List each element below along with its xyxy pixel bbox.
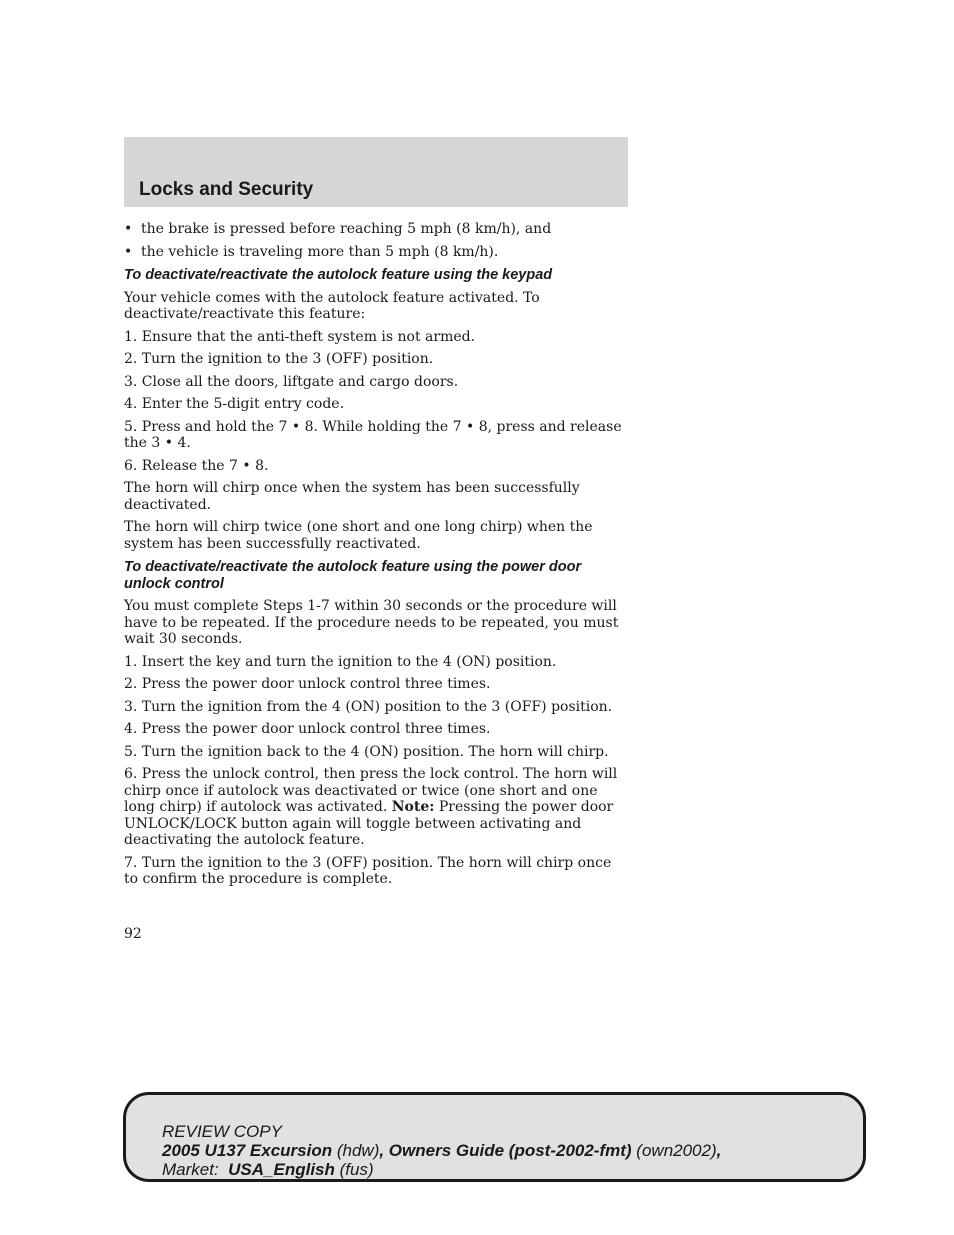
- review-copy-footer: [123, 1092, 866, 1182]
- bullet-icon: •: [124, 243, 133, 260]
- keypad-step: 3. Close all the doors, liftgate and cargo doors.: [124, 373, 459, 390]
- bullet-text: the brake is pressed before reaching 5 mph (8 km/h), and: [141, 221, 552, 237]
- keypad-step: 2. Turn the ignition to the 3 (OFF) position.: [124, 351, 434, 367]
- step-6-text: 6. Press the unlock control, then press the lock control. The horn will chirp once if autolock was deactivated or twice (one short and one long chirp) if autolock was activated.: [124, 766, 618, 815]
- keypad-step: 1. Ensure that the anti-theft system is not armed.: [124, 328, 476, 345]
- keypad-step: 6. Release the 7 • 8.: [124, 457, 269, 474]
- power-door-step: 2. Press the power door unlock control three times.: [124, 676, 491, 692]
- footer-model: 2005 U137 Excursion: [162, 1141, 333, 1160]
- footer-review-copy: REVIEW COPY: [162, 1122, 282, 1141]
- footer-guide-code: (own2002): [636, 1141, 717, 1160]
- power-door-step: 3. Turn the ignition from the 4 (ON) position to the 3 (OFF) position.: [124, 698, 613, 715]
- footer-market: USA_English: [228, 1160, 335, 1179]
- bullet-icon: •: [124, 221, 133, 237]
- keypad-intro: Your vehicle comes with the autolock feature activated. To deactivate/reactivate this feature:: [124, 289, 540, 322]
- footer-market-line: [162, 1160, 721, 1179]
- bullet-item: [124, 244, 624, 261]
- footer-model-code: (hdw): [336, 1141, 380, 1160]
- power-door-intro: You must complete Steps 1-7 within 30 seconds or the procedure will have to be repeated. If the procedure needs to be repeated, you must wait 30 seconds.: [124, 598, 619, 647]
- keypad-step: 4. Enter the 5-digit entry code.: [124, 396, 345, 412]
- footer-market-label: Market:: [162, 1160, 219, 1179]
- power-door-step: 1. Insert the key and turn the ignition to the 4 (ON) position.: [124, 653, 557, 670]
- section-header-band: [124, 137, 628, 207]
- keypad-section-heading: To deactivate/reactivate the autolock feature using the keypad: [124, 267, 553, 283]
- bullet-item: [124, 221, 624, 238]
- footer-guide: , Owners Guide (post-2002-fmt): [379, 1141, 632, 1160]
- section-title: Locks and Security: [139, 179, 314, 200]
- footer-doc-line: [162, 1141, 721, 1160]
- bullet-text: the vehicle is traveling more than 5 mph (8 km/h).: [141, 243, 499, 260]
- keypad-note: The horn will chirp once when the system has been successfully deactivated.: [124, 480, 580, 513]
- power-door-step-6: [124, 766, 624, 849]
- power-door-step: 4. Press the power door unlock control three times.: [124, 721, 491, 737]
- keypad-note: The horn will chirp twice (one short and one long chirp) when the system has been successfully reactivated.: [124, 519, 593, 552]
- note-text: Pressing the power door UNLOCK/LOCK button again will toggle between activating and deactivating the autolock feature.: [124, 799, 614, 848]
- power-door-step: 5. Turn the ignition back to the 4 (ON) position. The horn will chirp.: [124, 743, 609, 760]
- page-content: [124, 221, 624, 894]
- footer-comma: ,: [716, 1141, 722, 1160]
- keypad-step: 5. Press and hold the 7 • 8. While holding the 7 • 8, press and release the 3 • 4.: [124, 418, 622, 451]
- footer-market-code: (fus): [339, 1160, 374, 1179]
- note-label: Note:: [391, 799, 435, 815]
- power-door-step-7: 7. Turn the ignition to the 3 (OFF) position. The horn will chirp once to confirm the procedure is complete.: [124, 854, 612, 887]
- power-door-section-heading: To deactivate/reactivate the autolock feature using the power door unlock control: [124, 559, 582, 592]
- page-number: 92: [124, 926, 142, 942]
- footer-text: [162, 1122, 721, 1179]
